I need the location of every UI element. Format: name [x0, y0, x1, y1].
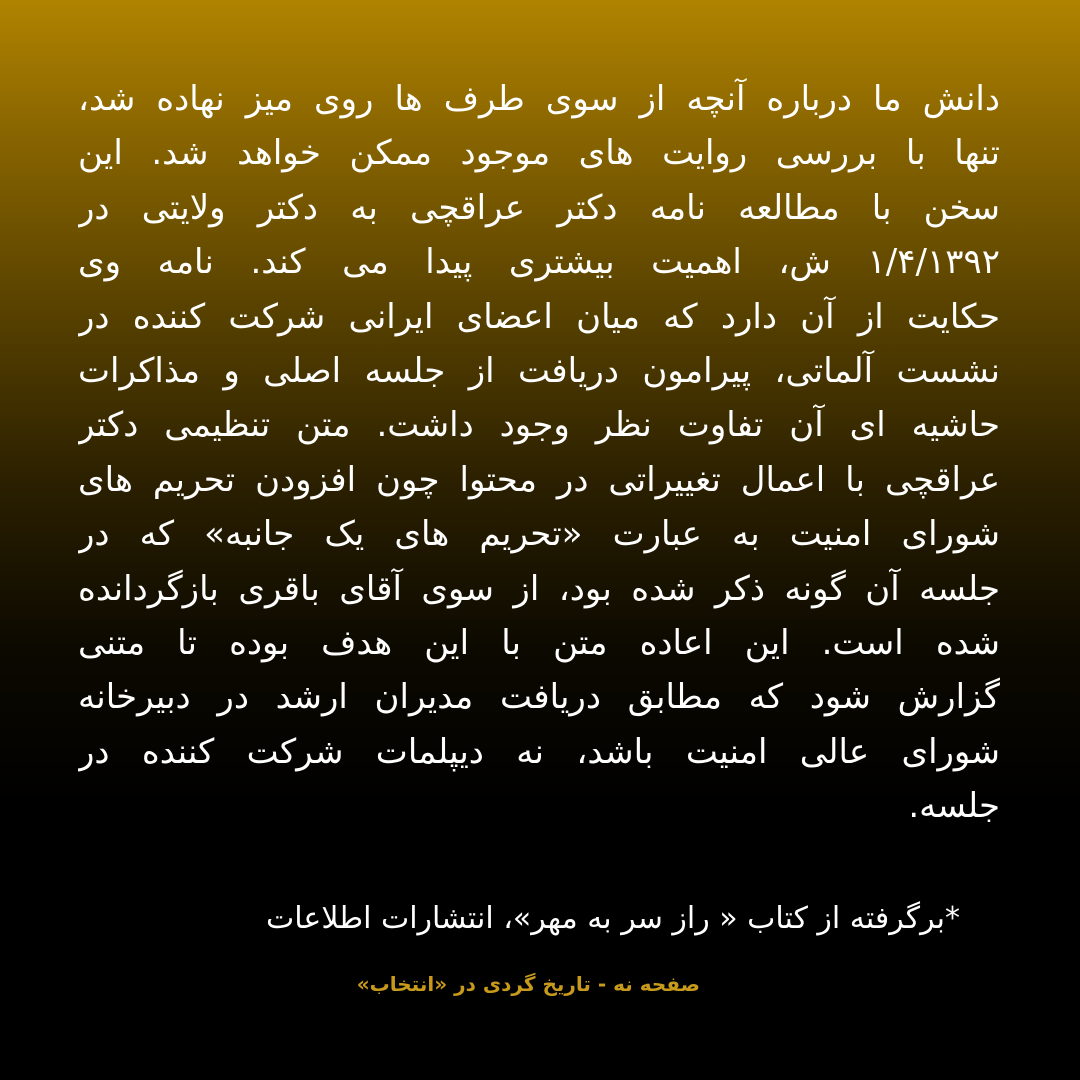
body-line: جلسه.	[908, 786, 1000, 827]
body-line: گزارش شود که مطابق دریافت مدیران ارشد در دبیرخانه	[78, 677, 1000, 718]
body-line: ۱/۴/۱۳۹۲ ش، اهمیت بیشتری پیدا می کند. نامه وی	[78, 242, 1000, 283]
body-line: دانش ما درباره آنچه از سوی طرف ها روی میز نهاده شد،	[78, 79, 1000, 119]
body-line: شورای امنیت به عبارت «تحریم های یک جانبه» که در	[78, 514, 1000, 555]
body-paragraph	[78, 72, 1000, 834]
body-line: حکایت از آن دارد که میان اعضای ایرانی شرکت کننده در	[78, 296, 1000, 337]
body-line: تنها با بررسی روایت های موجود ممکن خواهد شد. این	[78, 133, 1000, 174]
body-line: سخن با مطالعه نامه دکتر عراقچی به دکتر ولایتی در	[78, 187, 1000, 228]
body-line: شورای عالی امنیت باشد، نه دیپلمات شرکت کننده در	[78, 731, 1000, 772]
source-footnote: *برگرفته از کتاب « راز سر به مهر»، انتشارات اطلاعات	[266, 901, 960, 936]
body-line: حاشیه ای آن تفاوت نظر وجود داشت. متن تنظیمی دکتر	[78, 405, 1000, 446]
body-line: شده است. این اعاده متن با این هدف بوده تا متنی	[78, 623, 1000, 664]
body-line: عراقچی با اعمال تغییراتی در محتوا چون افزودن تحریم های	[78, 459, 1000, 500]
credit-line: صفحه نه - تاریخ گردی در «انتخاب»	[356, 972, 700, 996]
body-line: نشست آلماتی، پیرامون دریافت از جلسه اصلی و مذاکرات	[78, 351, 1000, 392]
body-line: جلسه آن گونه ذکر شده بود، از سوی آقای باقری بازگردانده	[78, 568, 1000, 609]
